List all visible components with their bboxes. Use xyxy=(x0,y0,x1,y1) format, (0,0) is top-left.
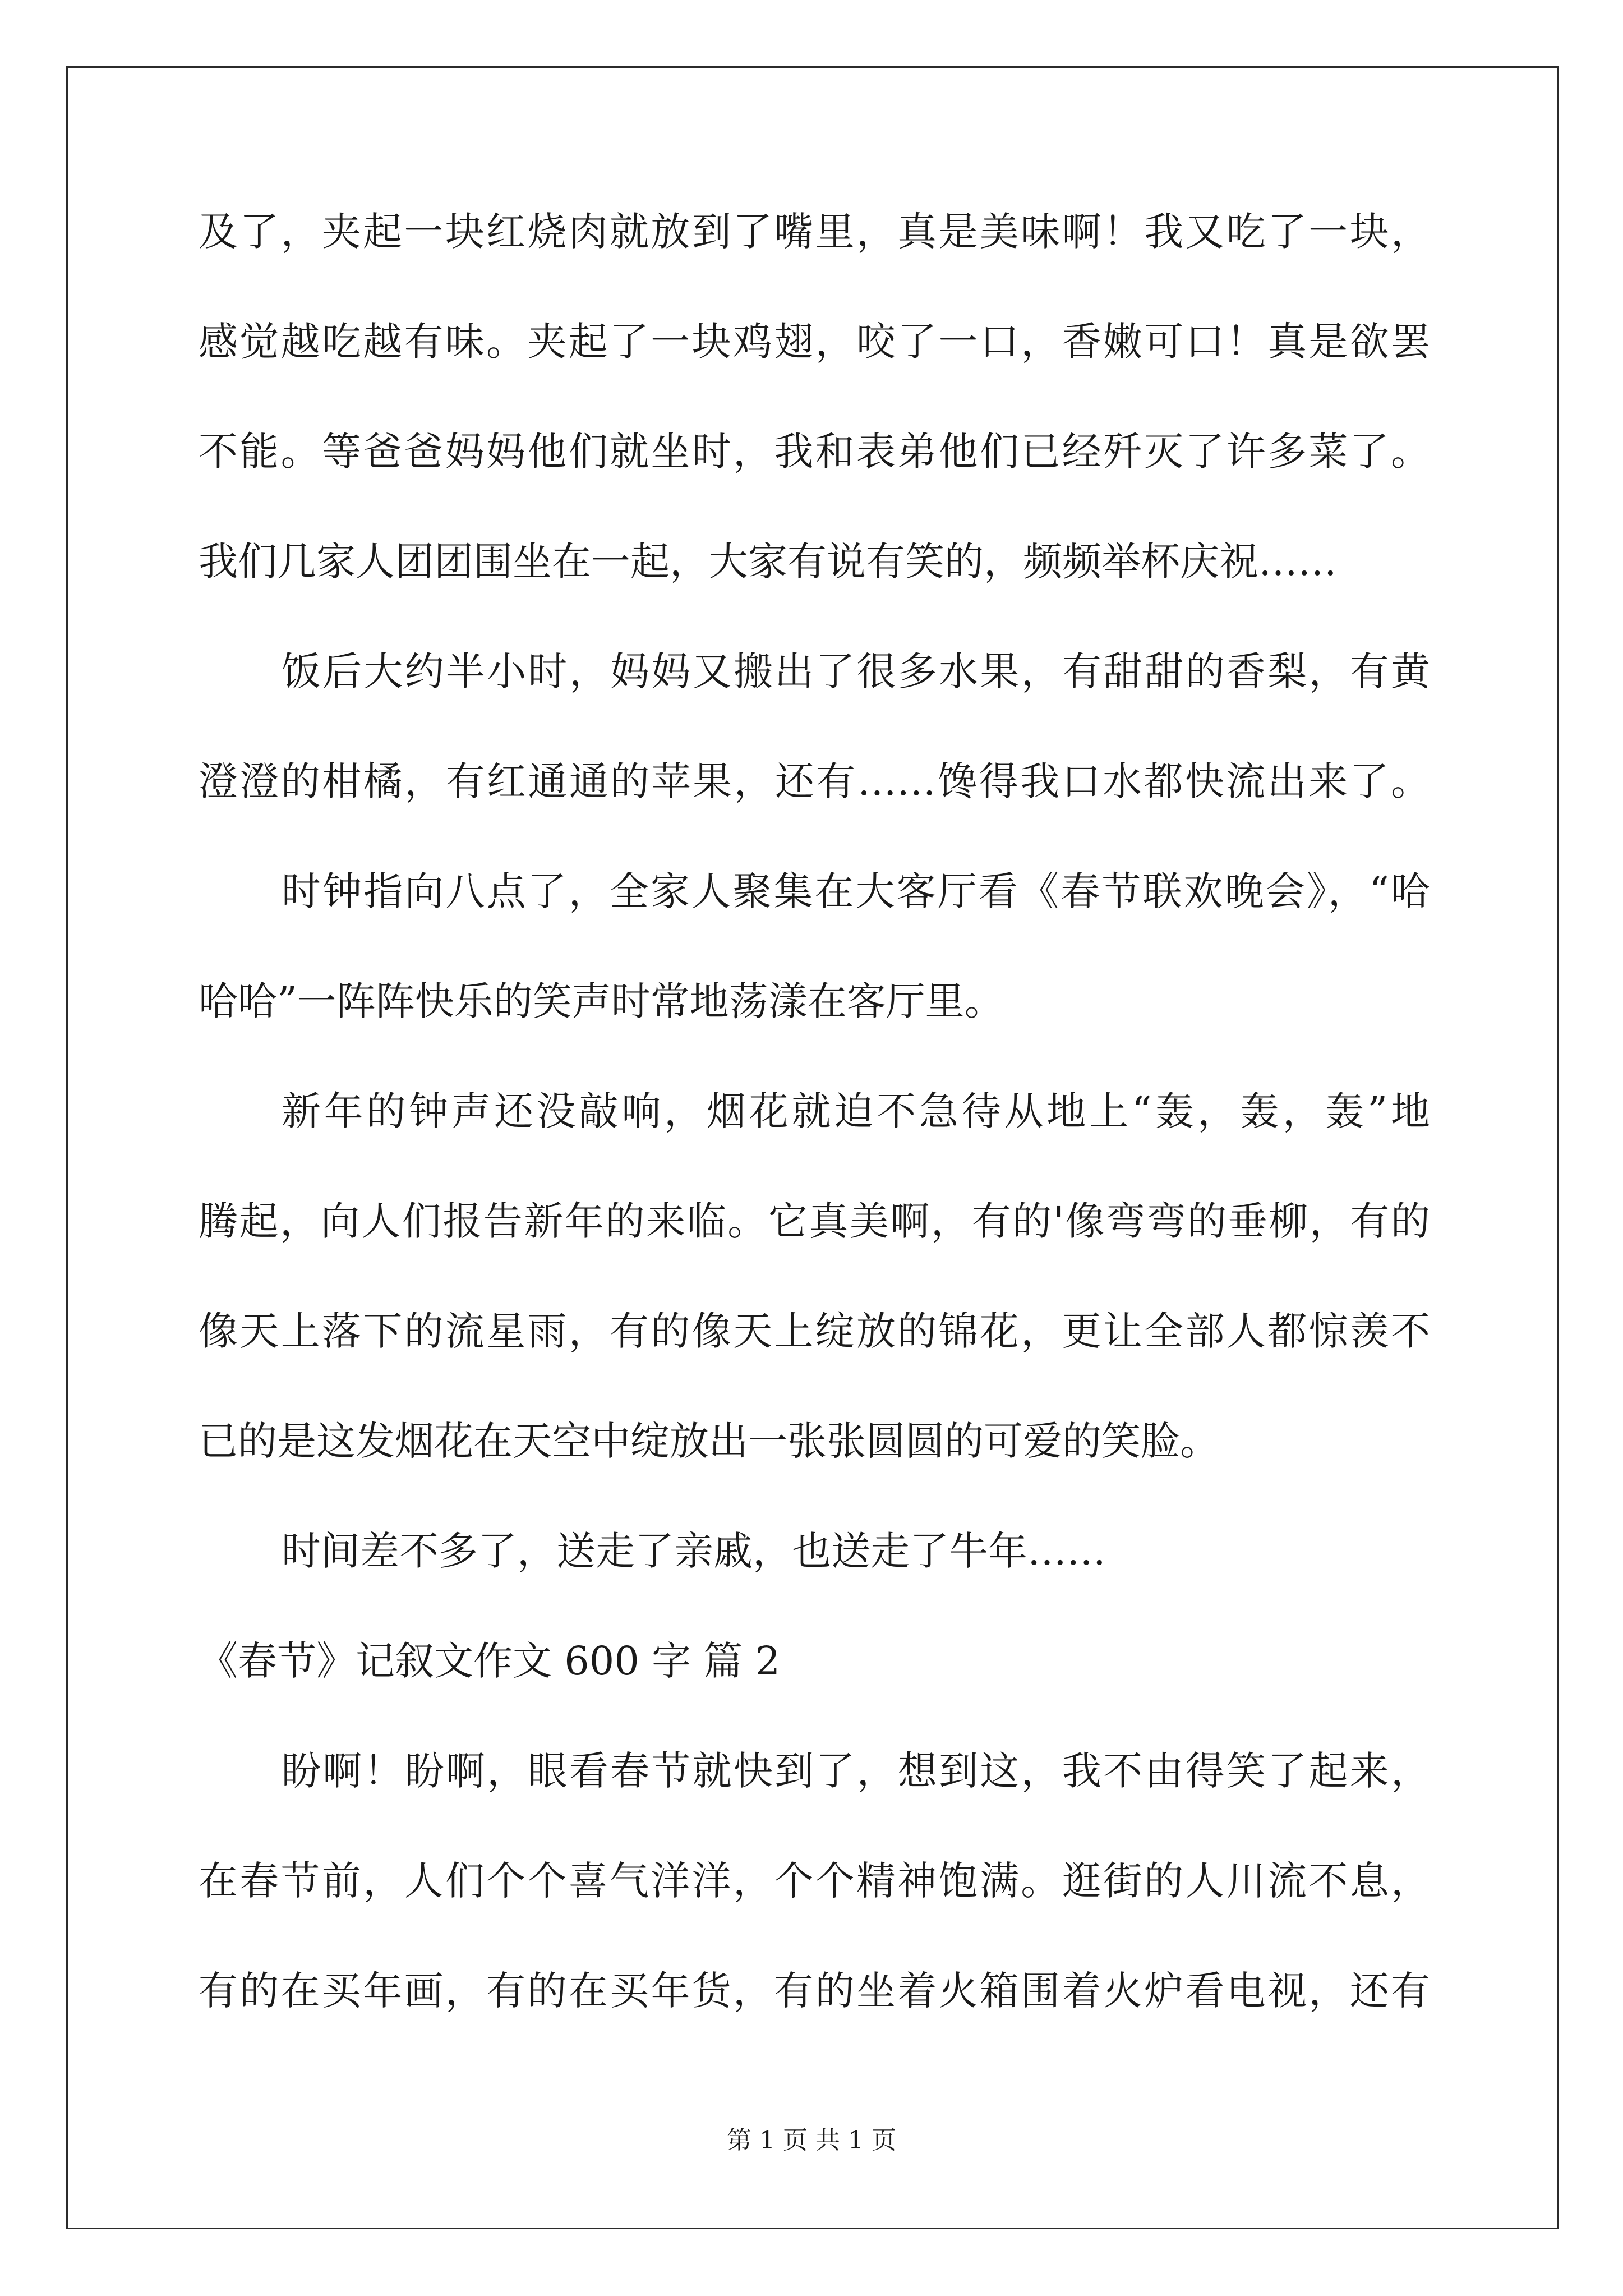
text-line: 像天上落下的流星雨，有的像天上绽放的锦花，更让全部人都惊羡不 xyxy=(199,1308,1430,1354)
section-heading: 《春节》记叙文作文 600 字 篇 2 xyxy=(199,1638,781,1684)
text-line: 不能。等爸爸妈妈他们就坐时，我和表弟他们已经歼灭了许多菜了。 xyxy=(199,429,1430,475)
text-line: 澄澄的柑橘，有红通通的苹果，还有……馋得我口水都快流出来了。 xyxy=(199,758,1430,804)
text-line: 哈哈”一阵阵快乐的笑声时常地荡漾在客厅里。 xyxy=(199,978,1004,1024)
text-line: 新年的钟声还没敲响，烟花就迫不急待从地上“轰，轰，轰”地 xyxy=(282,1088,1430,1134)
page-footer: 第 1 页 共 1 页 xyxy=(727,2126,896,2155)
text-line: 时间差不多了，送走了亲戚，也送走了牛年…… xyxy=(282,1528,1106,1574)
text-line: 已的是这发烟花在天空中绽放出一张张圆圆的可爱的笑脸。 xyxy=(199,1418,1219,1464)
text-line: 有的在买年画，有的在买年货，有的坐着火箱围着火炉看电视，还有 xyxy=(199,1968,1430,2014)
text-line: 感觉越吃越有味。夹起了一块鸡翅，咬了一口，香嫩可口！真是欲罢 xyxy=(199,319,1430,365)
text-line: 在春节前，人们个个喜气洋洋，个个精神饱满。逛街的人川流不息， xyxy=(199,1858,1430,1904)
text-line: 腾起，向人们报告新年的来临。它真美啊，有的'像弯弯的垂柳，有的 xyxy=(199,1198,1430,1244)
text-line: 我们几家人团团围坐在一起，大家有说有笑的，频频举杯庆祝…… xyxy=(199,539,1337,585)
text-line: 饭后大约半小时，妈妈又搬出了很多水果，有甜甜的香梨，有黄 xyxy=(282,648,1430,694)
text-line: 时钟指向八点了，全家人聚集在大客厅看《春节联欢晚会》，“哈 xyxy=(282,868,1430,914)
text-line: 及了，夹起一块红烧肉就放到了嘴里，真是美味啊！我又吃了一块， xyxy=(199,209,1430,255)
text-line: 盼啊！盼啊，眼看春节就快到了，想到这，我不由得笑了起来， xyxy=(282,1748,1430,1794)
